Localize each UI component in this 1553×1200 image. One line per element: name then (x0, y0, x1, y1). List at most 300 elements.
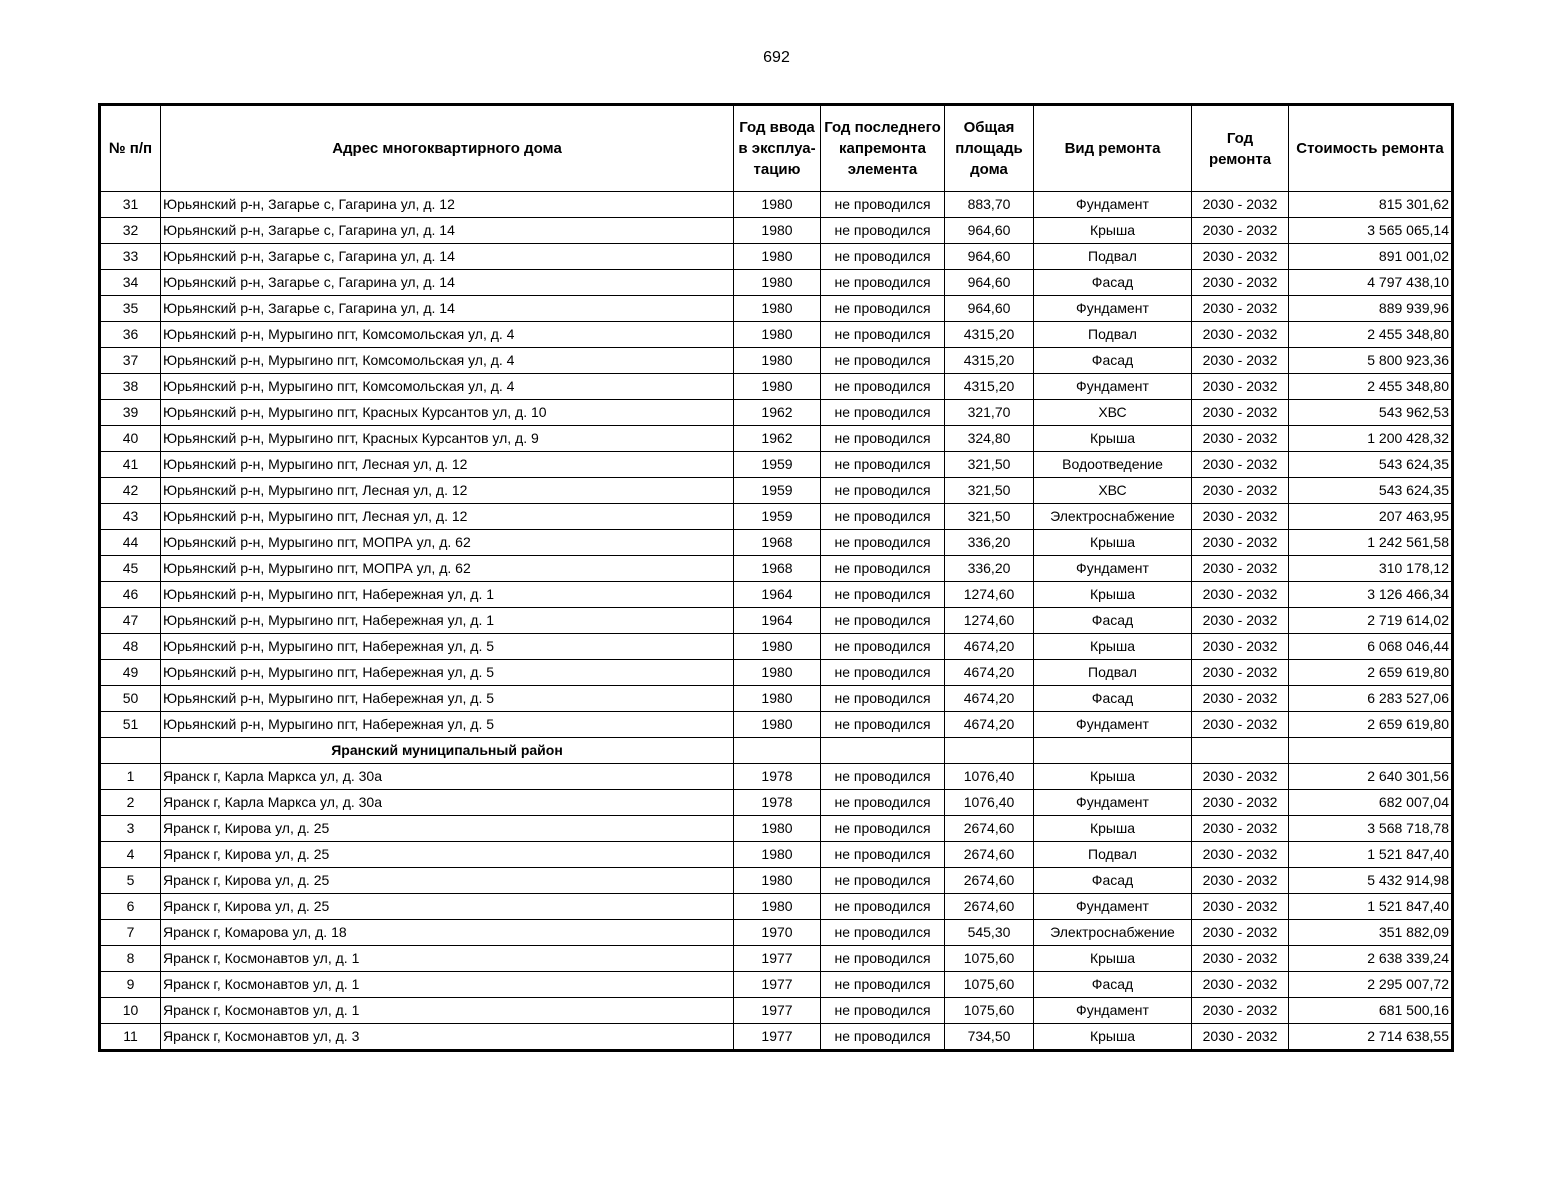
cell-year-built (734, 738, 821, 764)
table-row (101, 296, 1452, 322)
cell-area: 4315,20 (945, 374, 1034, 400)
cell-number: 11 (101, 1024, 161, 1050)
cell-repair-type: Крыша (1034, 816, 1192, 842)
cell-area: 4315,20 (945, 348, 1034, 374)
cell-number: 31 (101, 192, 161, 218)
table-row (101, 998, 1452, 1024)
cell-repair-year: 2030 - 2032 (1192, 556, 1289, 582)
cell-area: 336,20 (945, 556, 1034, 582)
cell-area: 4674,20 (945, 634, 1034, 660)
cell-last-repair: не проводился (821, 894, 945, 920)
cell-cost: 2 659 619,80 (1289, 712, 1452, 738)
cell-repair-year: 2030 - 2032 (1192, 608, 1289, 634)
cell-repair-type: Фасад (1034, 608, 1192, 634)
cell-address: Юрьянский р-н, Мурыгино пгт, Набережная ул, д. 5 (161, 634, 734, 660)
table-row (101, 972, 1452, 998)
cell-cost: 5 432 914,98 (1289, 868, 1452, 894)
cell-number: 9 (101, 972, 161, 998)
repair-register-table (100, 105, 1452, 1050)
cell-repair-year: 2030 - 2032 (1192, 868, 1289, 894)
page-number: 692 (763, 49, 790, 66)
cell-repair-type: Фундамент (1034, 894, 1192, 920)
cell-area: 4674,20 (945, 712, 1034, 738)
cell-number: 38 (101, 374, 161, 400)
cell-last-repair: не проводился (821, 998, 945, 1024)
cell-last-repair: не проводился (821, 608, 945, 634)
cell-year-built: 1959 (734, 504, 821, 530)
cell-number: 32 (101, 218, 161, 244)
cell-year-built: 1980 (734, 296, 821, 322)
cell-repair-year: 2030 - 2032 (1192, 348, 1289, 374)
cell-last-repair: не проводился (821, 764, 945, 790)
cell-repair-year: 2030 - 2032 (1192, 192, 1289, 218)
table-row (101, 244, 1452, 270)
cell-year-built: 1959 (734, 478, 821, 504)
cell-repair-year: 2030 - 2032 (1192, 712, 1289, 738)
table-row (101, 452, 1452, 478)
cell-repair-type: Фундамент (1034, 192, 1192, 218)
cell-cost (1289, 738, 1452, 764)
cell-year-built: 1980 (734, 816, 821, 842)
cell-last-repair: не проводился (821, 816, 945, 842)
cell-repair-year: 2030 - 2032 (1192, 1024, 1289, 1050)
cell-repair-year: 2030 - 2032 (1192, 270, 1289, 296)
cell-last-repair: не проводился (821, 322, 945, 348)
cell-number: 43 (101, 504, 161, 530)
cell-area: 1076,40 (945, 764, 1034, 790)
cell-last-repair: не проводился (821, 556, 945, 582)
cell-number: 41 (101, 452, 161, 478)
cell-address: Юрьянский р-н, Загарье с, Гагарина ул, д. 14 (161, 270, 734, 296)
cell-address: Юрьянский р-н, Мурыгино пгт, Лесная ул, д. 12 (161, 504, 734, 530)
table-row (101, 712, 1452, 738)
table-row (101, 426, 1452, 452)
cell-repair-year: 2030 - 2032 (1192, 660, 1289, 686)
cell-last-repair (821, 738, 945, 764)
cell-cost: 2 714 638,55 (1289, 1024, 1452, 1050)
cell-cost: 815 301,62 (1289, 192, 1452, 218)
cell-repair-year: 2030 - 2032 (1192, 478, 1289, 504)
table-row (101, 374, 1452, 400)
cell-address: Юрьянский р-н, Мурыгино пгт, Комсомольская ул, д. 4 (161, 374, 734, 400)
cell-cost: 3 568 718,78 (1289, 816, 1452, 842)
cell-repair-type: Фасад (1034, 686, 1192, 712)
cell-cost: 207 463,95 (1289, 504, 1452, 530)
cell-repair-type: Водоотведение (1034, 452, 1192, 478)
cell-last-repair: не проводился (821, 868, 945, 894)
cell-area: 964,60 (945, 296, 1034, 322)
cell-repair-type: Фундамент (1034, 712, 1192, 738)
cell-last-repair: не проводился (821, 244, 945, 270)
cell-number: 36 (101, 322, 161, 348)
cell-repair-year: 2030 - 2032 (1192, 426, 1289, 452)
cell-area: 545,30 (945, 920, 1034, 946)
table-row (101, 400, 1452, 426)
cell-last-repair: не проводился (821, 530, 945, 556)
cell-number: 6 (101, 894, 161, 920)
cell-cost: 4 797 438,10 (1289, 270, 1452, 296)
cell-cost: 682 007,04 (1289, 790, 1452, 816)
cell-year-built: 1962 (734, 426, 821, 452)
cell-repair-type: ХВС (1034, 400, 1192, 426)
cell-repair-type: Подвал (1034, 322, 1192, 348)
cell-area: 2674,60 (945, 894, 1034, 920)
cell-cost: 2 638 339,24 (1289, 946, 1452, 972)
cell-area: 321,50 (945, 452, 1034, 478)
cell-cost: 2 640 301,56 (1289, 764, 1452, 790)
cell-cost: 351 882,09 (1289, 920, 1452, 946)
cell-address: Юрьянский р-н, Загарье с, Гагарина ул, д. 12 (161, 192, 734, 218)
cell-repair-year: 2030 - 2032 (1192, 504, 1289, 530)
cell-year-built: 1980 (734, 842, 821, 868)
cell-area: 4674,20 (945, 686, 1034, 712)
cell-address: Юрьянский р-н, Мурыгино пгт, Набережная ул, д. 1 (161, 608, 734, 634)
cell-repair-type: Крыша (1034, 530, 1192, 556)
cell-area: 734,50 (945, 1024, 1034, 1050)
cell-area: 4674,20 (945, 660, 1034, 686)
table-body (101, 192, 1452, 1050)
table-row (101, 530, 1452, 556)
cell-repair-year: 2030 - 2032 (1192, 816, 1289, 842)
cell-repair-year: 2030 - 2032 (1192, 920, 1289, 946)
cell-cost: 310 178,12 (1289, 556, 1452, 582)
cell-area: 2674,60 (945, 816, 1034, 842)
cell-year-built: 1980 (734, 686, 821, 712)
cell-area: 1075,60 (945, 972, 1034, 998)
cell-cost: 1 521 847,40 (1289, 842, 1452, 868)
cell-number: 49 (101, 660, 161, 686)
cell-number: 45 (101, 556, 161, 582)
cell-last-repair: не проводился (821, 270, 945, 296)
cell-address: Юрьянский р-н, Мурыгино пгт, Набережная ул, д. 5 (161, 660, 734, 686)
cell-repair-year: 2030 - 2032 (1192, 686, 1289, 712)
cell-last-repair: не проводился (821, 842, 945, 868)
cell-repair-type: Подвал (1034, 244, 1192, 270)
cell-year-built: 1980 (734, 894, 821, 920)
cell-number: 39 (101, 400, 161, 426)
header-number: № п/п (101, 106, 161, 192)
cell-last-repair: не проводился (821, 660, 945, 686)
cell-address: Юрьянский р-н, Мурыгино пгт, Лесная ул, д. 12 (161, 452, 734, 478)
cell-last-repair: не проводился (821, 634, 945, 660)
cell-number: 47 (101, 608, 161, 634)
cell-repair-year: 2030 - 2032 (1192, 452, 1289, 478)
cell-last-repair: не проводился (821, 582, 945, 608)
cell-cost: 543 962,53 (1289, 400, 1452, 426)
cell-last-repair: не проводился (821, 426, 945, 452)
cell-number (101, 738, 161, 764)
cell-address: Юрьянский р-н, Загарье с, Гагарина ул, д. 14 (161, 218, 734, 244)
cell-last-repair: не проводился (821, 972, 945, 998)
cell-area: 964,60 (945, 218, 1034, 244)
header-address: Адрес многоквартирного дома (161, 106, 734, 192)
table-row (101, 270, 1452, 296)
cell-last-repair: не проводился (821, 218, 945, 244)
cell-number: 5 (101, 868, 161, 894)
cell-repair-type: Крыша (1034, 1024, 1192, 1050)
cell-repair-type: Фасад (1034, 868, 1192, 894)
section-title: Яранский муниципальный район (161, 738, 734, 764)
cell-number: 37 (101, 348, 161, 374)
cell-last-repair: не проводился (821, 920, 945, 946)
cell-year-built: 1980 (734, 634, 821, 660)
cell-repair-type: Крыша (1034, 582, 1192, 608)
table-row (101, 946, 1452, 972)
cell-cost: 1 200 428,32 (1289, 426, 1452, 452)
cell-number: 42 (101, 478, 161, 504)
cell-year-built: 1980 (734, 270, 821, 296)
cell-repair-year: 2030 - 2032 (1192, 244, 1289, 270)
cell-cost: 2 659 619,80 (1289, 660, 1452, 686)
cell-repair-type: Крыша (1034, 218, 1192, 244)
cell-year-built: 1980 (734, 374, 821, 400)
header-year-built: Год ввода в эксплуа-тацию (734, 106, 821, 192)
cell-address: Яранск г, Кирова ул, д. 25 (161, 894, 734, 920)
table-row (101, 322, 1452, 348)
header-area: Общая площадь дома (945, 106, 1034, 192)
cell-address: Юрьянский р-н, Мурыгино пгт, Набережная ул, д. 5 (161, 686, 734, 712)
cell-repair-type: Фундамент (1034, 374, 1192, 400)
cell-address: Яранск г, Комарова ул, д. 18 (161, 920, 734, 946)
cell-repair-type: Подвал (1034, 660, 1192, 686)
cell-cost: 2 455 348,80 (1289, 374, 1452, 400)
cell-year-built: 1962 (734, 400, 821, 426)
cell-address: Юрьянский р-н, Мурыгино пгт, Красных Курсантов ул, д. 9 (161, 426, 734, 452)
cell-cost: 543 624,35 (1289, 478, 1452, 504)
cell-year-built: 1980 (734, 660, 821, 686)
cell-year-built: 1977 (734, 1024, 821, 1050)
cell-year-built: 1964 (734, 582, 821, 608)
cell-cost: 5 800 923,36 (1289, 348, 1452, 374)
cell-repair-year: 2030 - 2032 (1192, 374, 1289, 400)
header-repair-year: Год ремонта (1192, 106, 1289, 192)
table-row (101, 920, 1452, 946)
cell-address: Яранск г, Кирова ул, д. 25 (161, 868, 734, 894)
cell-area: 324,80 (945, 426, 1034, 452)
cell-year-built: 1980 (734, 322, 821, 348)
cell-repair-year: 2030 - 2032 (1192, 972, 1289, 998)
cell-year-built: 1968 (734, 530, 821, 556)
table-row (101, 868, 1452, 894)
cell-number: 4 (101, 842, 161, 868)
table-row (101, 608, 1452, 634)
header-repair-type: Вид ремонта (1034, 106, 1192, 192)
cell-repair-type: Крыша (1034, 634, 1192, 660)
cell-number: 35 (101, 296, 161, 322)
cell-area: 1076,40 (945, 790, 1034, 816)
cell-cost: 6 068 046,44 (1289, 634, 1452, 660)
cell-area: 883,70 (945, 192, 1034, 218)
cell-year-built: 1980 (734, 712, 821, 738)
cell-area: 1075,60 (945, 946, 1034, 972)
cell-year-built: 1980 (734, 244, 821, 270)
cell-repair-year: 2030 - 2032 (1192, 530, 1289, 556)
cell-number: 44 (101, 530, 161, 556)
cell-area: 964,60 (945, 244, 1034, 270)
cell-year-built: 1980 (734, 192, 821, 218)
cell-last-repair: не проводился (821, 790, 945, 816)
cell-cost: 6 283 527,06 (1289, 686, 1452, 712)
cell-number: 7 (101, 920, 161, 946)
cell-address: Яранск г, Космонавтов ул, д. 1 (161, 998, 734, 1024)
cell-repair-year: 2030 - 2032 (1192, 218, 1289, 244)
cell-cost: 543 624,35 (1289, 452, 1452, 478)
cell-address: Яранск г, Карла Маркса ул, д. 30а (161, 764, 734, 790)
cell-year-built: 1980 (734, 348, 821, 374)
cell-number: 46 (101, 582, 161, 608)
cell-repair-type: Фундамент (1034, 998, 1192, 1024)
cell-repair-type: Крыша (1034, 426, 1192, 452)
cell-repair-type: Фасад (1034, 270, 1192, 296)
table-row (101, 218, 1452, 244)
cell-repair-type: Подвал (1034, 842, 1192, 868)
cell-repair-type: Фасад (1034, 348, 1192, 374)
section-row (101, 738, 1452, 764)
table-row (101, 504, 1452, 530)
cell-last-repair: не проводился (821, 296, 945, 322)
cell-number: 33 (101, 244, 161, 270)
cell-last-repair: не проводился (821, 686, 945, 712)
cell-address: Юрьянский р-н, Мурыгино пгт, МОПРА ул, д. 62 (161, 530, 734, 556)
table-row (101, 660, 1452, 686)
cell-address: Юрьянский р-н, Мурыгино пгт, МОПРА ул, д. 62 (161, 556, 734, 582)
cell-repair-type: Фундамент (1034, 556, 1192, 582)
cell-cost: 1 521 847,40 (1289, 894, 1452, 920)
cell-repair-type: Крыша (1034, 764, 1192, 790)
cell-repair-type: Фундамент (1034, 790, 1192, 816)
table-row (101, 894, 1452, 920)
cell-number: 48 (101, 634, 161, 660)
cell-repair-year: 2030 - 2032 (1192, 296, 1289, 322)
cell-address: Яранск г, Кирова ул, д. 25 (161, 816, 734, 842)
cell-repair-type: Крыша (1034, 946, 1192, 972)
cell-last-repair: не проводился (821, 1024, 945, 1050)
cell-area: 1274,60 (945, 582, 1034, 608)
cell-year-built: 1977 (734, 946, 821, 972)
cell-last-repair: не проводился (821, 192, 945, 218)
cell-last-repair: не проводился (821, 478, 945, 504)
cell-address: Юрьянский р-н, Мурыгино пгт, Комсомольская ул, д. 4 (161, 348, 734, 374)
cell-year-built: 1978 (734, 790, 821, 816)
cell-area: 321,50 (945, 478, 1034, 504)
cell-area: 321,50 (945, 504, 1034, 530)
cell-repair-year: 2030 - 2032 (1192, 582, 1289, 608)
cell-repair-type: ХВС (1034, 478, 1192, 504)
table-row (101, 816, 1452, 842)
cell-year-built: 1980 (734, 868, 821, 894)
cell-year-built: 1977 (734, 998, 821, 1024)
cell-address: Юрьянский р-н, Мурыгино пгт, Набережная ул, д. 1 (161, 582, 734, 608)
cell-repair-year (1192, 738, 1289, 764)
cell-last-repair: не проводился (821, 374, 945, 400)
cell-cost: 1 242 561,58 (1289, 530, 1452, 556)
table-header-row (101, 106, 1452, 192)
cell-year-built: 1980 (734, 218, 821, 244)
cell-address: Яранск г, Космонавтов ул, д. 1 (161, 972, 734, 998)
cell-area: 321,70 (945, 400, 1034, 426)
cell-address: Юрьянский р-н, Мурыгино пгт, Комсомольская ул, д. 4 (161, 322, 734, 348)
cell-last-repair: не проводился (821, 946, 945, 972)
cell-address: Яранск г, Космонавтов ул, д. 3 (161, 1024, 734, 1050)
cell-last-repair: не проводился (821, 452, 945, 478)
table-row (101, 478, 1452, 504)
cell-repair-year: 2030 - 2032 (1192, 842, 1289, 868)
cell-repair-year: 2030 - 2032 (1192, 400, 1289, 426)
cell-cost: 3 126 466,34 (1289, 582, 1452, 608)
cell-number: 3 (101, 816, 161, 842)
cell-number: 34 (101, 270, 161, 296)
table-row (101, 764, 1452, 790)
cell-area: 4315,20 (945, 322, 1034, 348)
table-row (101, 634, 1452, 660)
cell-repair-type: Электроснабжение (1034, 504, 1192, 530)
cell-repair-type: Фундамент (1034, 296, 1192, 322)
cell-cost: 2 719 614,02 (1289, 608, 1452, 634)
cell-cost: 2 455 348,80 (1289, 322, 1452, 348)
cell-last-repair: не проводился (821, 712, 945, 738)
cell-last-repair: не проводился (821, 400, 945, 426)
table-row (101, 556, 1452, 582)
cell-number: 51 (101, 712, 161, 738)
cell-address: Юрьянский р-н, Мурыгино пгт, Лесная ул, д. 12 (161, 478, 734, 504)
cell-cost: 681 500,16 (1289, 998, 1452, 1024)
cell-year-built: 1964 (734, 608, 821, 634)
cell-area: 336,20 (945, 530, 1034, 556)
cell-number: 2 (101, 790, 161, 816)
cell-year-built: 1977 (734, 972, 821, 998)
cell-address: Яранск г, Кирова ул, д. 25 (161, 842, 734, 868)
cell-repair-year: 2030 - 2032 (1192, 322, 1289, 348)
cell-address: Юрьянский р-н, Загарье с, Гагарина ул, д. 14 (161, 244, 734, 270)
cell-repair-year: 2030 - 2032 (1192, 894, 1289, 920)
cell-repair-year: 2030 - 2032 (1192, 946, 1289, 972)
cell-address: Яранск г, Космонавтов ул, д. 1 (161, 946, 734, 972)
cell-year-built: 1968 (734, 556, 821, 582)
cell-year-built: 1970 (734, 920, 821, 946)
cell-address: Юрьянский р-н, Мурыгино пгт, Красных Курсантов ул, д. 10 (161, 400, 734, 426)
cell-repair-year: 2030 - 2032 (1192, 998, 1289, 1024)
cell-number: 1 (101, 764, 161, 790)
cell-repair-type (1034, 738, 1192, 764)
cell-cost: 2 295 007,72 (1289, 972, 1452, 998)
cell-repair-type: Фасад (1034, 972, 1192, 998)
table-row (101, 348, 1452, 374)
table-row (101, 192, 1452, 218)
cell-cost: 889 939,96 (1289, 296, 1452, 322)
cell-number: 8 (101, 946, 161, 972)
cell-year-built: 1959 (734, 452, 821, 478)
cell-number: 40 (101, 426, 161, 452)
cell-area: 2674,60 (945, 868, 1034, 894)
cell-area (945, 738, 1034, 764)
cell-last-repair: не проводился (821, 348, 945, 374)
table-row (101, 790, 1452, 816)
cell-address: Юрьянский р-н, Мурыгино пгт, Набережная ул, д. 5 (161, 712, 734, 738)
table-row (101, 686, 1452, 712)
cell-number: 10 (101, 998, 161, 1024)
table-row (101, 1024, 1452, 1050)
cell-repair-type: Электроснабжение (1034, 920, 1192, 946)
cell-repair-year: 2030 - 2032 (1192, 764, 1289, 790)
cell-repair-year: 2030 - 2032 (1192, 790, 1289, 816)
header-cost: Стоимость ремонта (1289, 106, 1452, 192)
cell-last-repair: не проводился (821, 504, 945, 530)
cell-cost: 891 001,02 (1289, 244, 1452, 270)
table-row (101, 582, 1452, 608)
cell-cost: 3 565 065,14 (1289, 218, 1452, 244)
cell-area: 1075,60 (945, 998, 1034, 1024)
cell-area: 1274,60 (945, 608, 1034, 634)
